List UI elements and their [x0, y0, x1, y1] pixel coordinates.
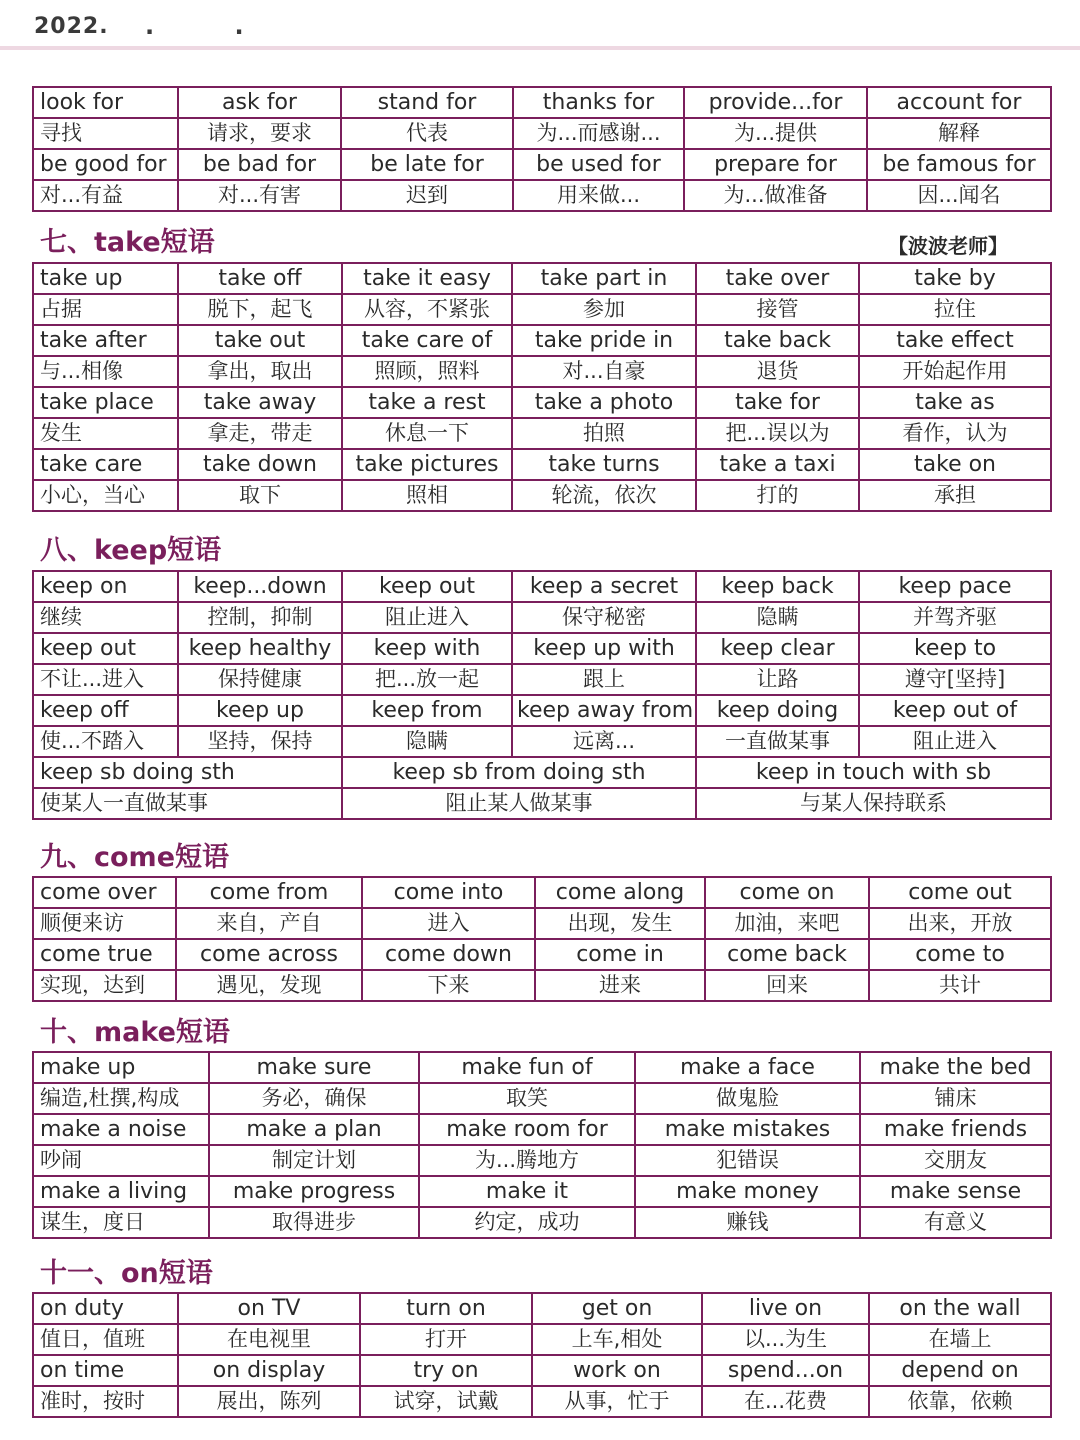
meaning-row [33, 1083, 1051, 1114]
meaning-cell: 为...腾地方 [419, 1145, 635, 1176]
phrase-cell: on TV [178, 1293, 360, 1324]
phrase-cell: come back [705, 939, 869, 970]
meaning-cell: 脱下，起飞 [178, 294, 342, 325]
phrase-row [33, 1293, 1051, 1324]
meaning-cell: 照相 [342, 480, 512, 511]
phrase-cell: keep from [342, 695, 512, 726]
meaning-cell: 轮流，依次 [512, 480, 696, 511]
phrase-cell: make progress [209, 1176, 419, 1207]
meaning-cell: 拿出，取出 [178, 356, 342, 387]
phrase-cell: keep out [342, 571, 512, 602]
phrase-cell: prepare for [684, 149, 867, 180]
phrase-cell: come out [869, 877, 1051, 908]
phrase-cell: make it [419, 1176, 635, 1207]
phrase-row [33, 571, 1051, 602]
section-heading-on: 十一、on短语 [40, 1258, 213, 1289]
phrase-cell: take a taxi [696, 449, 859, 480]
phrase-cell: be late for [341, 149, 513, 180]
phrase-cell: keep off [33, 695, 178, 726]
phrase-cell: make friends [860, 1114, 1051, 1145]
meaning-row [33, 180, 1051, 211]
phrase-cell: spend...on [702, 1355, 869, 1386]
phrase-cell: keep out of [859, 695, 1051, 726]
meaning-row [33, 908, 1051, 939]
meaning-cell: 跟上 [512, 664, 696, 695]
meaning-row [33, 1324, 1051, 1355]
meaning-cell: 在...花费 [702, 1386, 869, 1417]
phrase-cell: be famous for [867, 149, 1051, 180]
meaning-cell: 打开 [360, 1324, 532, 1355]
phrase-cell: take turns [512, 449, 696, 480]
meaning-row [33, 418, 1051, 449]
phrase-cell: take place [33, 387, 178, 418]
meaning-cell: 因...闻名 [867, 180, 1051, 211]
meaning-cell: 遵守[坚持] [859, 664, 1051, 695]
phrase-cell: come across [176, 939, 362, 970]
phrase-cell: take off [178, 263, 342, 294]
meaning-row [33, 602, 1051, 633]
meaning-cell: 阻止进入 [342, 602, 512, 633]
phrase-cell: be used for [513, 149, 684, 180]
meaning-cell: 打的 [696, 480, 859, 511]
phrase-cell: keep sb from doing sth [342, 757, 696, 788]
phrase-cell: on display [178, 1355, 360, 1386]
meaning-cell: 在电视里 [178, 1324, 360, 1355]
meaning-cell: 让路 [696, 664, 859, 695]
meaning-cell: 上车,相处 [532, 1324, 702, 1355]
phrase-table-make [32, 1051, 1052, 1239]
meaning-cell: 从事，忙于 [532, 1386, 702, 1417]
meaning-cell: 出来，开放 [869, 908, 1051, 939]
meaning-cell: 为...提供 [684, 118, 867, 149]
phrase-cell: make mistakes [635, 1114, 860, 1145]
phrase-cell: work on [532, 1355, 702, 1386]
meaning-cell: 不让...进入 [33, 664, 178, 695]
phrase-cell: provide...for [684, 87, 867, 118]
meaning-cell: 休息一下 [342, 418, 512, 449]
phrase-cell: make sure [209, 1052, 419, 1083]
phrase-table-come [32, 876, 1052, 1002]
phrase-cell: take pictures [342, 449, 512, 480]
meaning-cell: 取笑 [419, 1083, 635, 1114]
meaning-cell: 寻找 [33, 118, 178, 149]
phrase-cell: come over [33, 877, 176, 908]
phrase-cell: keep sb doing sth [33, 757, 342, 788]
meaning-cell: 为...而感谢... [513, 118, 684, 149]
phrase-cell: come from [176, 877, 362, 908]
phrase-cell: take on [859, 449, 1051, 480]
meaning-cell: 发生 [33, 418, 178, 449]
meaning-cell: 取得进步 [209, 1207, 419, 1238]
phrase-row-wide [33, 757, 1051, 788]
meaning-cell: 吵闹 [33, 1145, 209, 1176]
phrase-cell: keep a secret [512, 571, 696, 602]
phrase-table-keep [32, 570, 1052, 820]
meaning-cell: 使某人一直做某事 [33, 788, 342, 819]
meaning-cell: 对...有益 [33, 180, 178, 211]
phrase-cell: keep on [33, 571, 178, 602]
meaning-cell: 展出，陈列 [178, 1386, 360, 1417]
meaning-cell: 谋生，度日 [33, 1207, 209, 1238]
phrase-cell: live on [702, 1293, 869, 1324]
meaning-cell: 坚持，保持 [178, 726, 342, 757]
phrase-cell: make fun of [419, 1052, 635, 1083]
phrase-cell: come on [705, 877, 869, 908]
phrase-cell: come along [535, 877, 705, 908]
phrase-row [33, 1355, 1051, 1386]
meaning-cell: 隐瞒 [696, 602, 859, 633]
phrase-cell: try on [360, 1355, 532, 1386]
meaning-row [33, 480, 1051, 511]
meaning-cell: 进入 [362, 908, 535, 939]
meaning-cell: 阻止进入 [859, 726, 1051, 757]
meaning-cell: 赚钱 [635, 1207, 860, 1238]
phrase-row [33, 325, 1051, 356]
phrase-row [33, 149, 1051, 180]
phrase-cell: keep up with [512, 633, 696, 664]
phrase-cell: keep pace [859, 571, 1051, 602]
phrase-cell: look for [33, 87, 178, 118]
meaning-cell: 继续 [33, 602, 178, 633]
meaning-cell: 把...放一起 [342, 664, 512, 695]
phrase-row [33, 87, 1051, 118]
phrase-cell: make money [635, 1176, 860, 1207]
phrase-cell: come true [33, 939, 176, 970]
phrase-cell: stand for [341, 87, 513, 118]
meaning-cell: 控制，抑制 [178, 602, 342, 633]
meaning-row [33, 664, 1051, 695]
meaning-cell: 约定，成功 [419, 1207, 635, 1238]
phrase-table-take [32, 262, 1052, 512]
meaning-cell: 在墙上 [869, 1324, 1051, 1355]
date-dots: . . [145, 12, 280, 40]
meaning-row [33, 294, 1051, 325]
meaning-cell: 拉住 [859, 294, 1051, 325]
phrase-row [33, 449, 1051, 480]
meaning-cell: 阻止某人做某事 [342, 788, 696, 819]
phrase-cell: take pride in [512, 325, 696, 356]
meaning-cell: 占据 [33, 294, 178, 325]
meaning-cell: 把...误以为 [696, 418, 859, 449]
phrase-cell: make a living [33, 1176, 209, 1207]
page-header [0, 0, 1080, 52]
meaning-cell: 对...自豪 [512, 356, 696, 387]
phrase-cell: keep up [178, 695, 342, 726]
phrase-cell: take a photo [512, 387, 696, 418]
meaning-cell: 以...为生 [702, 1324, 869, 1355]
section-heading-keep: 八、keep短语 [40, 535, 222, 566]
phrase-cell: on duty [33, 1293, 178, 1324]
phrase-cell: make the bed [860, 1052, 1051, 1083]
phrase-cell: come in [535, 939, 705, 970]
phrase-row [33, 387, 1051, 418]
meaning-cell: 犯错误 [635, 1145, 860, 1176]
header-divider [0, 46, 1080, 50]
phrase-cell: depend on [869, 1355, 1051, 1386]
phrase-cell: keep away from [512, 695, 696, 726]
meaning-cell: 拍照 [512, 418, 696, 449]
phrase-cell: make room for [419, 1114, 635, 1145]
phrase-row [33, 263, 1051, 294]
meaning-cell: 做鬼脸 [635, 1083, 860, 1114]
meaning-row-wide [33, 788, 1051, 819]
section-heading-come: 九、come短语 [40, 842, 229, 873]
phrase-row [33, 1052, 1051, 1083]
meaning-cell: 加油，来吧 [705, 908, 869, 939]
phrase-cell: be bad for [178, 149, 341, 180]
phrase-cell: keep doing [696, 695, 859, 726]
phrase-cell: make sense [860, 1176, 1051, 1207]
meaning-row [33, 1207, 1051, 1238]
phrase-row [33, 1114, 1051, 1145]
phrase-cell: take away [178, 387, 342, 418]
phrase-cell: keep to [859, 633, 1051, 664]
meaning-cell: 迟到 [341, 180, 513, 211]
meaning-row [33, 1386, 1051, 1417]
meaning-cell: 接管 [696, 294, 859, 325]
meaning-cell: 铺床 [860, 1083, 1051, 1114]
meaning-cell: 远离... [512, 726, 696, 757]
phrase-cell: keep healthy [178, 633, 342, 664]
meaning-cell: 为...做准备 [684, 180, 867, 211]
meaning-cell: 值日，值班 [33, 1324, 178, 1355]
date-label: 2022. [34, 14, 109, 39]
phrase-cell: get on [532, 1293, 702, 1324]
phrase-cell: take care [33, 449, 178, 480]
phrase-cell: make a face [635, 1052, 860, 1083]
meaning-cell: 隐瞒 [342, 726, 512, 757]
meaning-cell: 遇见，发现 [176, 970, 362, 1001]
phrase-cell: be good for [33, 149, 178, 180]
phrase-cell: turn on [360, 1293, 532, 1324]
phrase-cell: make a noise [33, 1114, 209, 1145]
meaning-cell: 小心，当心 [33, 480, 178, 511]
meaning-cell: 拿走，带走 [178, 418, 342, 449]
meaning-cell: 出现，发生 [535, 908, 705, 939]
meaning-cell: 顺便来访 [33, 908, 176, 939]
meaning-cell: 退货 [696, 356, 859, 387]
phrase-cell: make a plan [209, 1114, 419, 1145]
meaning-cell: 看作，认为 [859, 418, 1051, 449]
phrase-cell: take after [33, 325, 178, 356]
phrase-cell: take a rest [342, 387, 512, 418]
meaning-cell: 取下 [178, 480, 342, 511]
phrase-cell: take as [859, 387, 1051, 418]
section-heading-make: 十、make短语 [40, 1017, 230, 1048]
meaning-cell: 进来 [535, 970, 705, 1001]
phrase-table-on [32, 1292, 1052, 1418]
meaning-cell: 与某人保持联系 [696, 788, 1051, 819]
meaning-cell: 与...相像 [33, 356, 178, 387]
phrase-row [33, 695, 1051, 726]
phrase-cell: take back [696, 325, 859, 356]
phrase-table-for [32, 86, 1052, 212]
meaning-cell: 试穿，试戴 [360, 1386, 532, 1417]
phrase-cell: keep in touch with sb [696, 757, 1051, 788]
meaning-row [33, 726, 1051, 757]
phrase-cell: keep...down [178, 571, 342, 602]
meaning-cell: 承担 [859, 480, 1051, 511]
phrase-cell: thanks for [513, 87, 684, 118]
phrase-cell: ask for [178, 87, 341, 118]
phrase-cell: take up [33, 263, 178, 294]
meaning-cell: 代表 [341, 118, 513, 149]
meaning-cell: 准时，按时 [33, 1386, 178, 1417]
meaning-cell: 依靠，依赖 [869, 1386, 1051, 1417]
phrase-row [33, 633, 1051, 664]
meaning-cell: 务必，确保 [209, 1083, 419, 1114]
phrase-cell: take down [178, 449, 342, 480]
phrase-row [33, 1176, 1051, 1207]
meaning-cell: 回来 [705, 970, 869, 1001]
meaning-cell: 用来做... [513, 180, 684, 211]
phrase-cell: on the wall [869, 1293, 1051, 1324]
phrase-cell: take effect [859, 325, 1051, 356]
meaning-cell: 制定计划 [209, 1145, 419, 1176]
meaning-cell: 共计 [869, 970, 1051, 1001]
meaning-cell: 一直做某事 [696, 726, 859, 757]
phrase-row [33, 939, 1051, 970]
phrase-cell: keep back [696, 571, 859, 602]
phrase-cell: on time [33, 1355, 178, 1386]
phrase-cell: take for [696, 387, 859, 418]
meaning-row [33, 970, 1051, 1001]
phrase-cell: come down [362, 939, 535, 970]
meaning-cell: 开始起作用 [859, 356, 1051, 387]
meaning-cell: 并驾齐驱 [859, 602, 1051, 633]
meaning-cell: 解释 [867, 118, 1051, 149]
phrase-cell: take by [859, 263, 1051, 294]
phrase-cell: keep clear [696, 633, 859, 664]
teacher-signature: 【波波老师】 [888, 234, 1008, 258]
meaning-cell: 来自，产自 [176, 908, 362, 939]
phrase-cell: take out [178, 325, 342, 356]
meaning-row [33, 356, 1051, 387]
meaning-cell: 交朋友 [860, 1145, 1051, 1176]
phrase-cell: take care of [342, 325, 512, 356]
meaning-cell: 从容，不紧张 [342, 294, 512, 325]
meaning-cell: 对...有害 [178, 180, 341, 211]
phrase-cell: make up [33, 1052, 209, 1083]
meaning-cell: 保守秘密 [512, 602, 696, 633]
phrase-cell: take over [696, 263, 859, 294]
phrase-cell: take part in [512, 263, 696, 294]
meaning-cell: 使...不踏入 [33, 726, 178, 757]
meaning-row [33, 1145, 1051, 1176]
meaning-cell: 请求，要求 [178, 118, 341, 149]
meaning-row [33, 118, 1051, 149]
phrase-cell: take it easy [342, 263, 512, 294]
phrase-cell: come to [869, 939, 1051, 970]
meaning-cell: 下来 [362, 970, 535, 1001]
meaning-cell: 参加 [512, 294, 696, 325]
phrase-cell: account for [867, 87, 1051, 118]
phrase-cell: keep with [342, 633, 512, 664]
section-heading-take: 七、take短语 [40, 227, 215, 258]
meaning-cell: 编造,杜撰,构成 [33, 1083, 209, 1114]
meaning-cell: 有意义 [860, 1207, 1051, 1238]
phrase-cell: come into [362, 877, 535, 908]
meaning-cell: 实现，达到 [33, 970, 176, 1001]
phrase-row [33, 877, 1051, 908]
phrase-cell: keep out [33, 633, 178, 664]
meaning-cell: 照顾，照料 [342, 356, 512, 387]
meaning-cell: 保持健康 [178, 664, 342, 695]
